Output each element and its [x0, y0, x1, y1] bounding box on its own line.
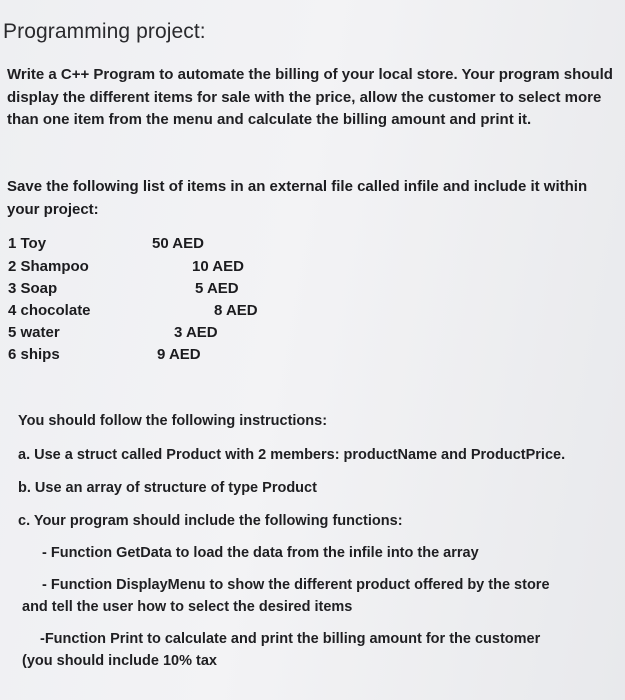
instruction-a: a. Use a struct called Product with 2 members: productName and ProductPrice. [18, 447, 566, 463]
item-price: 9 AED [157, 346, 201, 363]
item-price: 3 AED [174, 324, 218, 341]
item-price: 5 AED [195, 280, 239, 297]
function-getdata: - Function GetData to load the data from the infile into the array [42, 545, 479, 561]
item-name: 2 Shampoo [8, 258, 89, 275]
intro-text: Write a C++ Program to automate the billing of your local store. Your program should display the different items for sale with the price, allow the customer to select more than one item from the menu and calculate the billing amount and print it. [7, 66, 613, 128]
function-displaymenu-line2: and tell the user how to select the desired items [22, 599, 353, 615]
save-instruction: Save the following list of items in an external file called infile and include it within your project: [7, 178, 588, 218]
item-price: 8 AED [214, 302, 258, 319]
item-name: 5 water [8, 324, 60, 341]
instruction-b: b. Use an array of structure of type Product [18, 480, 317, 496]
item-price: 50 AED [152, 235, 204, 252]
page-title: Programming project: [3, 20, 206, 43]
item-price: 10 AED [192, 258, 244, 275]
function-print-line1: -Function Print to calculate and print the billing amount for the customer [40, 631, 541, 647]
item-name: 4 chocolate [8, 302, 91, 319]
instruction-c: c. Your program should include the following functions: [18, 513, 403, 529]
function-displaymenu-line1: - Function DisplayMenu to show the different product offered by the store [42, 577, 550, 593]
item-name: 6 ships [8, 346, 60, 363]
intro-paragraph [7, 64, 619, 132]
instructions-title: You should follow the following instructions: [18, 413, 328, 429]
item-name: 1 Toy [8, 235, 47, 252]
item-name: 3 Soap [8, 280, 58, 297]
function-print-line2: (you should include 10% tax [22, 653, 217, 669]
